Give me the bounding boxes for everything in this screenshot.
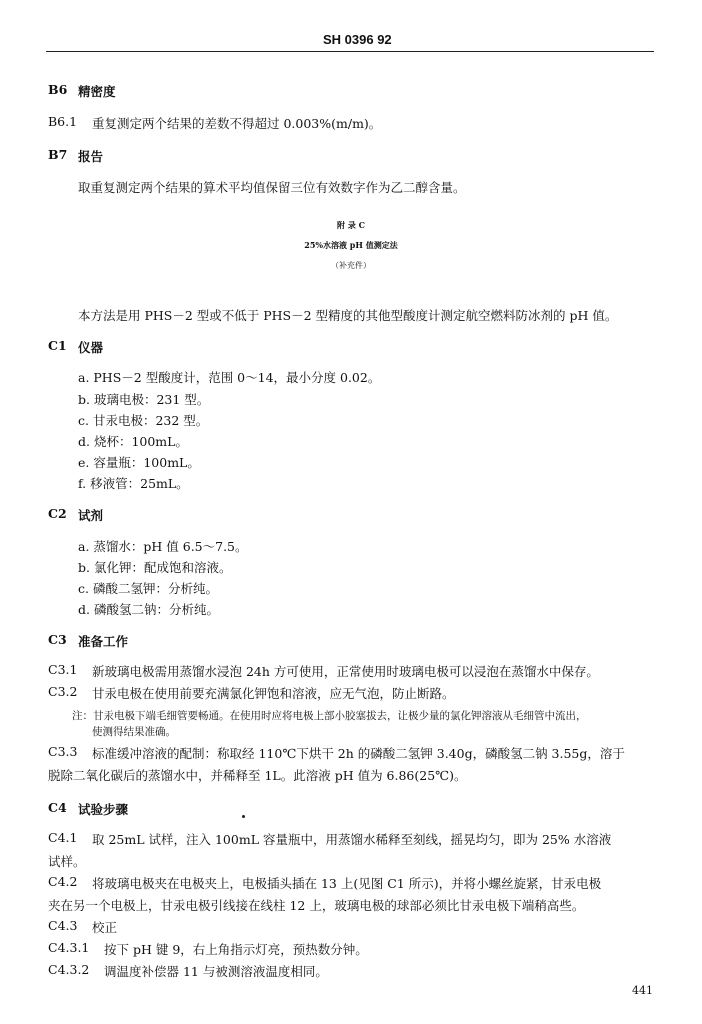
list-item: a. PHS－2 型酸度计，范围 0～14，最小分度 0.02。 — [78, 370, 381, 385]
section-c2-title: 试剂 — [78, 508, 104, 523]
list-item: b. 氯化钾：配成饱和溶液。 — [78, 560, 232, 575]
clause-c3-3-line-2: 脱除二氧化碳后的蒸馏水中，并稀释至 1L。此溶液 pH 值为 6.86(25℃)。 — [48, 768, 467, 783]
clause-c4-2-line-1: 将玻璃电极夹在电极夹上，电极插头插在 13 上(见图 C1 所示)，并将小螺丝旋紧，甘汞电极 — [92, 876, 602, 891]
scan-speck — [242, 815, 245, 818]
clause-b6-1-number: B6.1 — [48, 114, 78, 129]
clause-c4-1-line-2: 试样。 — [48, 854, 86, 869]
clause-c3-3-number: C3.3 — [48, 744, 78, 759]
standard-code-header: SH 0396 92 — [323, 32, 392, 47]
section-c3-number: C3 — [48, 632, 67, 647]
appendix-label: 附 录 C — [337, 220, 365, 230]
list-item: d. 磷酸氢二钠：分析纯。 — [78, 602, 219, 617]
appendix-title: 25%水溶液 pH 值测定法 — [304, 240, 398, 250]
section-c4-title: 试验步骤 — [78, 802, 129, 817]
section-c4-number: C4 — [48, 800, 67, 815]
section-c1-title: 仪器 — [78, 340, 104, 355]
clause-c4-3-2-text: 调温度补偿器 11 与被测溶液温度相同。 — [104, 964, 328, 979]
clause-c4-3-1-text: 按下 pH 键 9，右上角指示灯亮，预热数分钟。 — [104, 942, 368, 957]
clause-c4-3-1-number: C4.3.1 — [48, 940, 90, 955]
section-b6-number: B6 — [48, 82, 68, 97]
clause-c4-3-number: C4.3 — [48, 918, 78, 933]
list-item: e. 容量瓶：100mL。 — [78, 455, 200, 470]
method-intro: 本方法是用 PHS－2 型或不低于 PHS－2 型精度的其他型酸度计测定航空燃料防冰剂的 pH 值。 — [78, 308, 618, 323]
section-c1-number: C1 — [48, 338, 67, 353]
clause-c4-3-2-number: C4.3.2 — [48, 962, 90, 977]
list-item: c. 甘汞电极：232 型。 — [78, 413, 209, 428]
clause-c3-2-number: C3.2 — [48, 684, 78, 699]
b7-paragraph: 取重复测定两个结果的算术平均值保留三位有效数字作为乙二醇含量。 — [78, 180, 466, 195]
clause-b6-1-text: 重复测定两个结果的差数不得超过 0.003%(m/m)。 — [92, 116, 382, 131]
clause-c4-2-number: C4.2 — [48, 874, 78, 889]
note-line-2: 使测得结果准确。 — [92, 726, 176, 738]
clause-c4-2-line-2: 夹在另一个电极上，甘汞电极引线接在线柱 12 上，玻璃电极的球部必须比甘汞电极下端稍高些。 — [48, 898, 585, 913]
list-item: c. 磷酸二氢钾：分析纯。 — [78, 581, 218, 596]
section-c2-number: C2 — [48, 506, 67, 521]
list-item: b. 玻璃电极：231 型。 — [78, 392, 210, 407]
header-rule — [46, 51, 654, 52]
appendix-subtitle: （补充件） — [331, 261, 371, 270]
section-b7-title: 报告 — [78, 149, 104, 164]
clause-c4-1-line-1: 取 25mL 试样，注入 100mL 容量瓶中，用蒸馏水稀释至刻线，摇晃均匀，即为 25% 水溶液 — [92, 832, 612, 847]
list-item: a. 蒸馏水：pH 值 6.5～7.5。 — [78, 539, 248, 554]
clause-c3-3-line-1: 标准缓冲溶液的配制：称取经 110℃下烘干 2h 的磷酸二氢钾 3.40g，磷酸氢二钠 3.55g，溶于 — [92, 746, 625, 761]
note-line-1: 注：甘汞电极下端毛细管要畅通。在使用时应将电极上部小胶塞拔去，让极少量的氯化钾溶液从毛细管中流出， — [72, 710, 587, 722]
list-item: f. 移液管：25mL。 — [78, 476, 189, 491]
clause-c4-1-number: C4.1 — [48, 830, 78, 845]
clause-c4-3-text: 校正 — [92, 920, 118, 935]
clause-c3-1-number: C3.1 — [48, 662, 78, 677]
list-item: d. 烧杯：100mL。 — [78, 434, 188, 449]
clause-c3-1-text: 新玻璃电极需用蒸馏水浸泡 24h 方可使用，正常使用时玻璃电极可以浸泡在蒸馏水中保存。 — [92, 664, 599, 679]
section-b7-number: B7 — [48, 147, 68, 162]
section-c3-title: 准备工作 — [78, 634, 129, 649]
page-number: 441 — [632, 984, 653, 997]
section-b6-title: 精密度 — [78, 84, 116, 99]
clause-c3-2-text: 甘汞电极在使用前要充满氯化钾饱和溶液，应无气泡，防止断路。 — [92, 686, 455, 701]
